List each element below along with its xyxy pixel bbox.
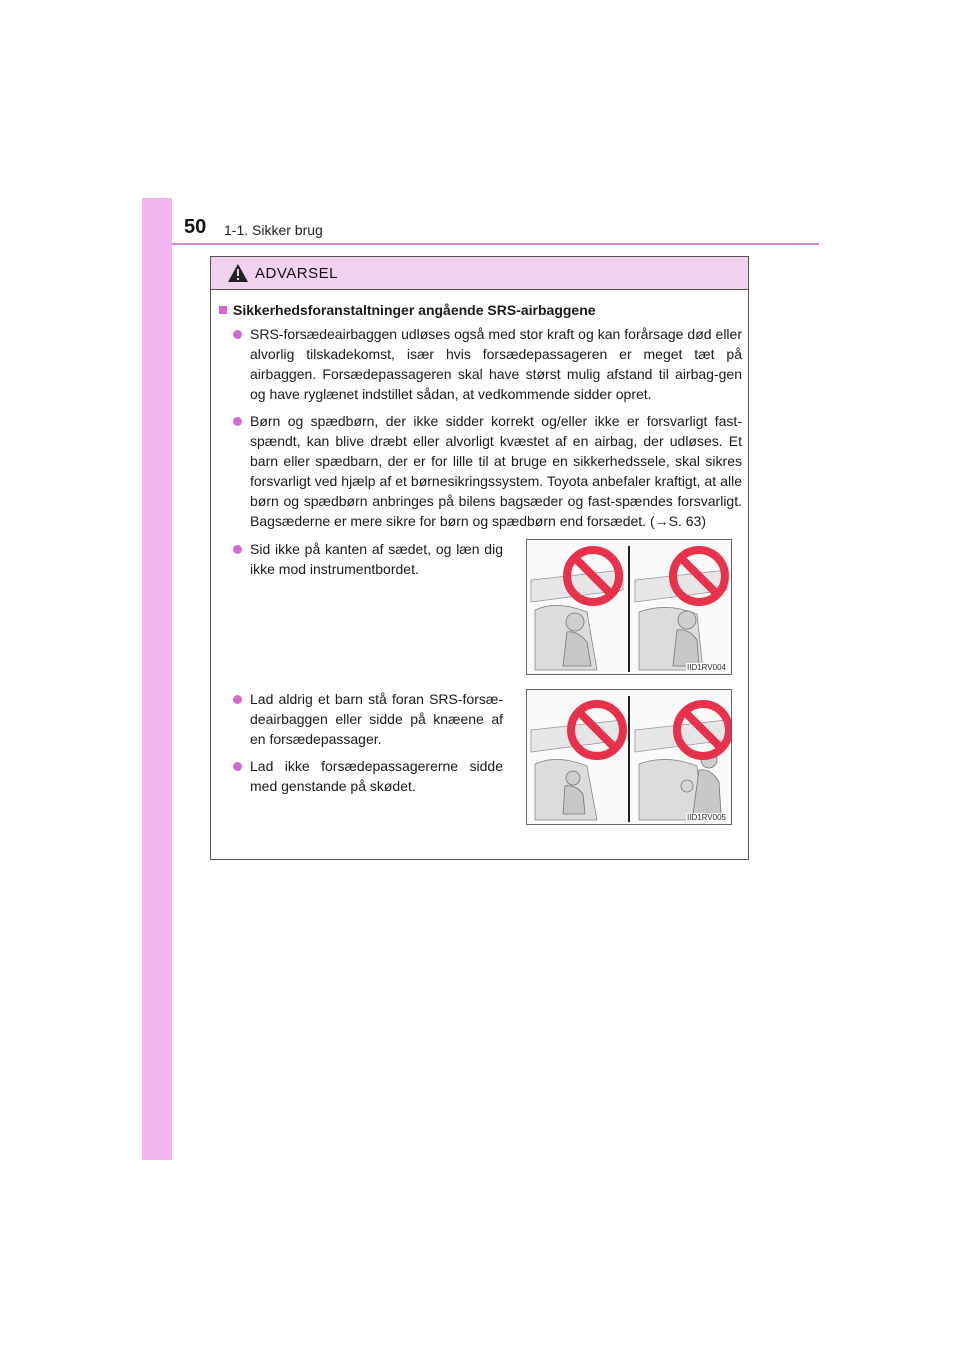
list-item <box>233 324 742 404</box>
dashboard-scene-illustration <box>527 690 731 824</box>
bullet-text: Sid ikke på kanten af sædet, og læn dig ikke mod instrumentbordet. <box>250 541 503 577</box>
bullet-text: Børn og spædbørn, der ikke sidder korrekt og/eller ikke er forsvarligt fast-spændt, kan blive dræbt eller alvorligt kvæstet af en airbag, der udløses. Et barn eller spædbarn, der er for lille til at bruge en sikkerhedssele, skal sikres forsvarligt ved hjælp af et børnesikringssystem. Toyota anbefaler kraftigt, at alle børn og spædbørn anbringes på bilens bagsæder og fast-spændes forsvarligt. Bagsæderne er mere sikre for børn og spædbørn end forsædet. (→S. 63) <box>250 413 742 529</box>
bullet-text: SRS-forsædeairbaggen udløses også med stor kraft og kan forårsage død eller alvorlig tilskadekomst, især hvis forsædepassageren er meget tæt på airbaggen. Forsædepassageren skal have størst mulig afstand til airbag-gen og have ryglænet indstillet sådan, at vedkommende sidder opret. <box>250 326 742 402</box>
list-item <box>233 756 503 796</box>
bullet-dot-icon <box>233 330 242 339</box>
warning-subheading <box>219 300 742 320</box>
warning-triangle-icon <box>227 263 249 283</box>
warning-header <box>211 257 748 290</box>
bullet-dot-icon <box>233 762 242 771</box>
figure-text <box>219 689 503 803</box>
list-item <box>233 539 503 579</box>
illustration-incorrect-sitting <box>526 539 732 675</box>
list-item <box>233 411 742 531</box>
page-number: 50 <box>184 216 207 238</box>
figure-row-child <box>219 689 742 825</box>
subheading-text: Sikkerhedsforanstaltninger angående SRS-airbaggene <box>233 302 596 318</box>
warning-box <box>210 256 749 860</box>
figure-text <box>219 539 503 586</box>
header-rule <box>172 243 819 245</box>
illustration-child-front-seat <box>526 689 732 825</box>
list-item <box>233 689 503 749</box>
bullet-text: Lad aldrig et barn stå foran SRS-forsæ-deairbaggen eller sidde på knæene af en forsædepassager. <box>250 691 503 747</box>
bullet-dot-icon <box>233 545 242 554</box>
warning-title: ADVARSEL <box>255 264 338 282</box>
figure-code: IID1RV005 <box>687 813 726 822</box>
chapter-side-tab <box>142 198 172 1160</box>
square-bullet-icon <box>219 306 227 314</box>
figure-row-sitting <box>219 539 742 675</box>
bullet-dot-icon <box>233 695 242 704</box>
dashboard-scene-illustration <box>527 540 731 674</box>
bullet-dot-icon <box>233 417 242 426</box>
figure-code: IID1RV004 <box>687 663 726 672</box>
bullet-text: Lad ikke forsædepassagererne sidde med genstande på skødet. <box>250 758 503 794</box>
section-title: 1-1. Sikker brug <box>224 222 323 238</box>
warning-body <box>211 290 748 825</box>
